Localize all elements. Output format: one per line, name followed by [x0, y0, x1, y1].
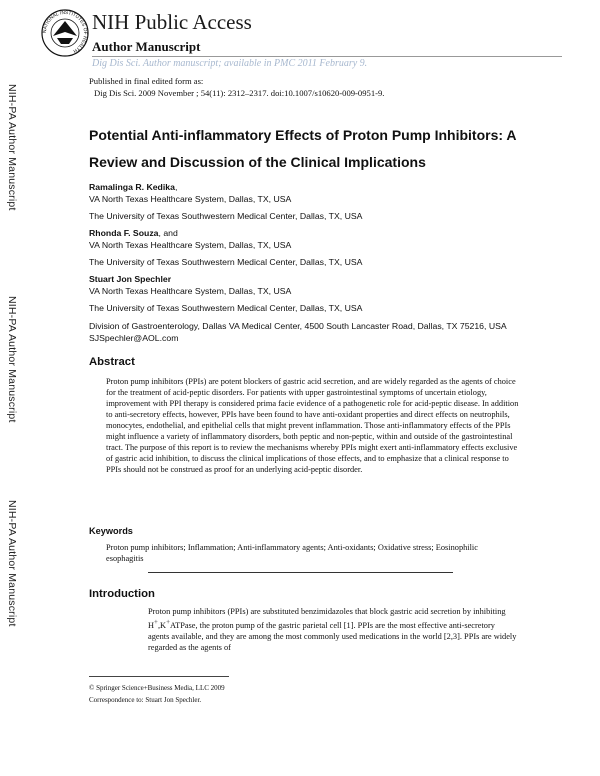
- citation-line: Dig Dis Sci. 2009 November ; 54(11): 2312–2317. doi:10.1007/s10620-009-0951-9.: [94, 88, 385, 98]
- author-1-name: Ramalinga R. Kedika: [89, 182, 175, 192]
- author-3-affiliation-1: VA North Texas Healthcare System, Dallas, TX, USA: [89, 286, 292, 296]
- author-3-affiliation-2: The University of Texas Southwestern Medical Center, Dallas, TX, USA: [89, 303, 363, 313]
- nih-logo-icon: [40, 8, 90, 58]
- author-1-sep: ,: [174, 182, 178, 192]
- intro-sup-1: +: [154, 618, 158, 626]
- nih-public-access-title: NIH Public Access: [92, 10, 252, 34]
- sidebar-label-3: NIH-PA Author Manuscript: [6, 500, 18, 627]
- author-2: [89, 228, 178, 238]
- sidebar-label-2: NIH-PA Author Manuscript: [6, 296, 18, 423]
- intro-sup-2: +: [166, 618, 170, 626]
- abstract-heading: Abstract: [89, 356, 135, 368]
- keywords-heading: Keywords: [89, 526, 133, 536]
- author-manuscript-label: Author Manuscript: [92, 39, 201, 54]
- author-1-affiliation-1: VA North Texas Healthcare System, Dallas, TX, USA: [89, 194, 292, 204]
- keywords-text: Proton pump inhibitors; Inflammation; Anti-inflammatory agents; Anti-oxidants; Oxidative stress; Eosinophilic esophagitis: [106, 543, 478, 563]
- intro-part-a: Proton pump inhibitors (PPIs) are substituted benzimidazoles that block gastric acid secretion by inhibiting H: [148, 607, 506, 630]
- author-1: [89, 182, 177, 192]
- logo-lettering: NATIONAL INSTITUTES OF HEALTH: [42, 10, 88, 53]
- author-1-affiliation-2: The University of Texas Southwestern Medical Center, Dallas, TX, USA: [89, 211, 363, 221]
- availability-note: Dig Dis Sci. Author manuscript; available in PMC 2011 February 9.: [92, 58, 368, 69]
- published-label: Published in final edited form as:: [89, 76, 204, 86]
- header-rule: [92, 56, 562, 57]
- abstract-text: Proton pump inhibitors (PPIs) are potent blockers of gastric acid secretion, and are widely regarded as the agents of choice for the treatment of acid-peptic disorders. For patients with upper gastrointestinal symptoms of uncertain etiology, improvement with PPI therapy is considered prima facie evidence of a pathogenetic role for acid-peptic disease. In addition to anti-secretory effects, however, PPIs have been found to have anti-oxidant properties and direct effects on neutrophils, monocytes, endothelial, and epithelial cells that might prevent inflammation. Those anti-inflammatory effects of the PPIs might influence a variety of inflammatory disorders, both peptic and non-peptic, within and outside of the gastrointestinal tract. The purpose of this report is to review the mechanisms whereby PPIs might exert anti-inflammatory effects exclusive of gastric acid inhibition, to discuss the clinical implications of those effects, and to emphasize that a clinical response to PPIs should not be construed as proof for an underlying acid-peptic disorder.: [106, 377, 519, 474]
- footnote-rule: [89, 676, 229, 677]
- intro-part-c: ATPase, the proton pump of the gastric parietal cell [1]. PPIs are the most effective anti-secretory agents available, and they are among the most commonly used medications in the world [2,3]. PPIs are widely regarded as the agents of: [148, 620, 517, 652]
- correspondence-footnote: Correspondence to: Stuart Jon Spechler.: [89, 696, 202, 704]
- author-2-affiliation-2: The University of Texas Southwestern Medical Center, Dallas, TX, USA: [89, 257, 363, 267]
- introduction-text: [148, 606, 518, 653]
- sidebar-label-1: NIH-PA Author Manuscript: [6, 84, 18, 211]
- author-2-name: Rhonda F. Souza: [89, 228, 159, 238]
- author-3-affiliation-3: Division of Gastroenterology, Dallas VA Medical Center, 4500 South Lancaster Road, Dallas, TX 75216, USA SJSpechler@AOL.com: [89, 321, 507, 343]
- intro-part-b: ,K: [157, 620, 167, 630]
- author-3-name: Stuart Jon Spechler: [89, 274, 172, 284]
- section-divider: [148, 572, 453, 573]
- introduction-heading: Introduction: [89, 588, 155, 600]
- copyright-footnote: © Springer Science+Business Media, LLC 2009: [89, 684, 225, 692]
- author-3: [89, 274, 171, 284]
- author-2-affiliation-1: VA North Texas Healthcare System, Dallas, TX, USA: [89, 240, 292, 250]
- article-title: Potential Anti-inflammatory Effects of Proton Pump Inhibitors: A Review and Discussion of the Clinical Implications: [89, 127, 517, 170]
- author-2-sep: , and: [158, 228, 178, 238]
